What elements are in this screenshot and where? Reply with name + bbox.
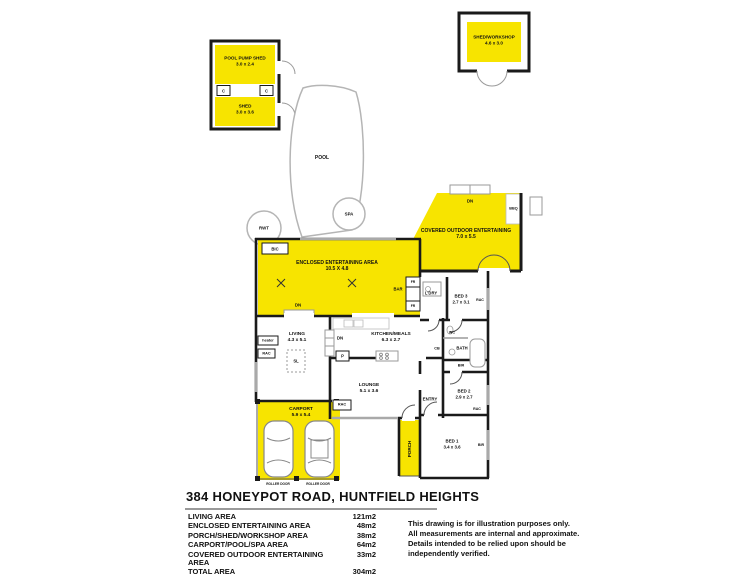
- cb-label: CB: [434, 346, 440, 351]
- bar-label: BAR: [393, 286, 403, 292]
- cupboard-label: C: [264, 87, 269, 93]
- wc-label: WC: [448, 330, 456, 335]
- stairs-box: [325, 330, 334, 356]
- heater-label: heater: [262, 338, 274, 343]
- bir-label: BIR: [477, 442, 485, 447]
- rac-label: RAC: [476, 297, 484, 302]
- dn-label: DN: [466, 198, 474, 204]
- bbq-label: BBQ: [509, 206, 518, 211]
- shed-door-arc: [282, 61, 295, 74]
- enclosed-entertaining-structure: [258, 240, 420, 317]
- small-fixture-box: [530, 197, 542, 215]
- pool-label: POOL: [314, 154, 330, 161]
- bed3-label: BED 3 2.7 x 3.1: [452, 293, 470, 304]
- areas-table: [188, 513, 376, 578]
- disclaimer-text: This drawing is for illustration purposes only. All measurements are internal and approximate. Details intended to be relied upon should be independently verified.: [408, 519, 580, 559]
- living-label: LIVING 4.3 x 5.1: [287, 332, 307, 343]
- fridge-label: FR: [410, 303, 416, 308]
- page-title: 384 HONEYPOT ROAD, HUNTFIELD HEIGHTS: [186, 489, 480, 504]
- cupboard-label: C: [221, 87, 226, 93]
- lounge-label: LOUNGE 5.1 x 3.6: [358, 383, 380, 394]
- bathtub-icon: [470, 339, 485, 367]
- car-icon: [305, 421, 334, 477]
- shed-workshop-structure: [459, 13, 529, 86]
- roller-door-label: ROLLER DOOR: [306, 482, 330, 486]
- enclosed-entertaining-label: ENCLOSED ENTERTAINING AREA 10.5 X 4.8: [296, 259, 378, 272]
- pool-pump-shed-label: POOL PUMP SHED 3.0 x 2.4: [224, 55, 266, 66]
- bed2-label: BED 2 2.9 x 2.7: [455, 388, 473, 399]
- carport-post: [294, 476, 299, 481]
- table-row: ENCLOSED ENTERTAINING AREA 48m2: [188, 521, 376, 531]
- bir-label: BIR: [457, 363, 465, 368]
- table-row-total: TOTAL AREA 304m2: [188, 567, 376, 577]
- roller-door-label: ROLLER DOOR: [266, 482, 290, 486]
- bed1-label: BED 1 3.4 x 3.6: [443, 438, 461, 449]
- dn-label: DN: [294, 302, 302, 308]
- carport-post: [255, 476, 260, 481]
- carport-post: [334, 476, 339, 481]
- bic-label: BIC: [271, 245, 279, 251]
- rac-label: RAC: [262, 351, 271, 356]
- pantry-label: P: [341, 353, 344, 359]
- covered-outdoor-label: COVERED OUTDOOR ENTERTAINING 7.0 x 5.5: [420, 227, 512, 240]
- car-icon: [264, 421, 293, 477]
- table-row: CARPORT/POOL/SPA AREA 64m2: [188, 540, 376, 550]
- table-row: PORCH/SHED/WORKSHOP AREA 38m2: [188, 530, 376, 540]
- carport-label: CARPORT 5.9 x 5.4: [289, 407, 313, 418]
- rac-label: RAC: [473, 406, 481, 411]
- steps-box: [450, 185, 470, 194]
- entry-label: ENTRY: [422, 396, 438, 402]
- shed-label: SHED 3.0 x 3.6: [236, 103, 254, 114]
- shed-door-arc: [282, 103, 295, 116]
- title-divider: [185, 508, 437, 510]
- porch-label: PORCH: [407, 440, 413, 458]
- pool-pump-shed-structure: [211, 41, 295, 129]
- basin-icon: [449, 349, 455, 355]
- rwt-label: RWT: [259, 225, 269, 231]
- shed-workshop-label: SHED/WORKSHOP 4.6 x 3.0: [473, 34, 515, 45]
- fridge-label: FR: [410, 279, 416, 284]
- spa-label: SPA: [344, 211, 354, 217]
- ldry-label: L'DRY: [424, 290, 438, 296]
- dn-label: DN: [336, 335, 344, 341]
- table-row: LIVING AREA 121m2: [188, 512, 376, 521]
- sl-label: SL: [293, 358, 299, 364]
- bath-label: BATH: [456, 345, 468, 351]
- table-row: COVERED OUTDOOR ENTERTAINING AREA 33m2: [188, 549, 376, 567]
- rac-label: RAC: [337, 402, 347, 407]
- kitchen-label: KITCHEN/MEALS 6.3 x 2.7: [371, 332, 411, 343]
- steps-box: [470, 185, 490, 194]
